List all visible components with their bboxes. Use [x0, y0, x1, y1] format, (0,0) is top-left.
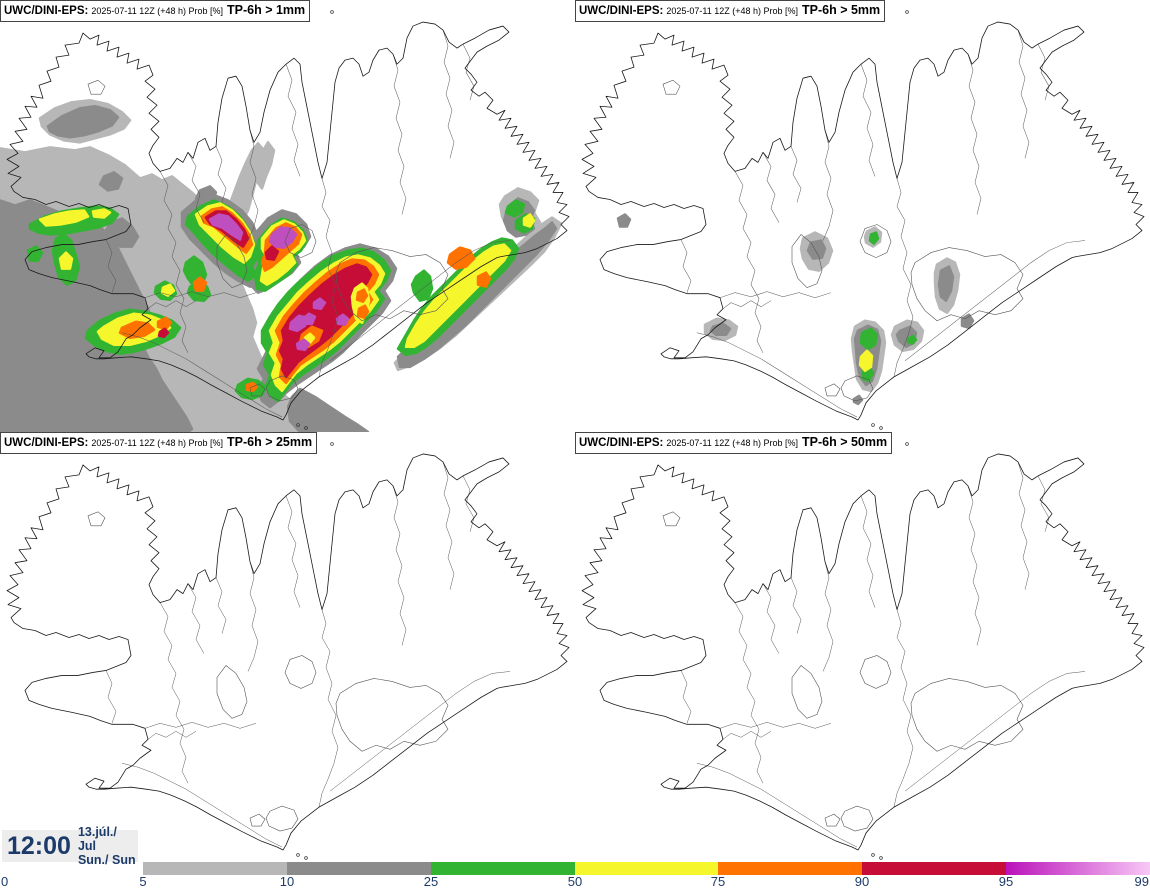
colorbar-tick-75: 75	[710, 874, 726, 889]
colorbar-tick-labels	[0, 874, 1150, 891]
colorbar-tick-0: 0	[1, 874, 9, 889]
panel-tp6h-gt-1mm	[0, 0, 575, 432]
panel-tp6h-gt-25mm	[0, 432, 575, 862]
probability-field	[618, 214, 973, 403]
panel-title-50mm	[575, 432, 892, 454]
colorbar-tick-10: 10	[279, 874, 295, 889]
run-label: 2025-07-11 12Z (+48 h) Prob [%]	[91, 438, 224, 448]
valid-day-label: Sun./ Sun	[77, 853, 136, 867]
panel-title-1mm	[0, 0, 310, 22]
colorbar-tick-95: 95	[998, 874, 1014, 889]
threshold-label: TP-6h > 5mm	[802, 3, 881, 17]
panel-tp6h-gt-5mm	[575, 0, 1150, 432]
run-label: 2025-07-11 12Z (+48 h) Prob [%]	[666, 438, 799, 448]
iceland-map-1mm	[0, 0, 575, 432]
iceland-map-5mm	[575, 0, 1150, 432]
panel-title-25mm	[0, 432, 317, 454]
panel-title-5mm	[575, 0, 885, 22]
model-label: UWC/DINI-EPS:	[4, 5, 89, 17]
threshold-label: TP-6h > 50mm	[802, 435, 888, 449]
model-label: UWC/DINI-EPS:	[579, 5, 664, 17]
valid-time-date	[78, 825, 138, 867]
valid-date-label: 13.júl./ Jul	[77, 825, 117, 853]
run-label: 2025-07-11 12Z (+48 h) Prob [%]	[666, 6, 799, 16]
probability-field	[0, 100, 561, 432]
iceland-map-25mm	[0, 432, 575, 862]
colorbar-tick-25: 25	[423, 874, 439, 889]
panel-tp6h-gt-50mm	[575, 432, 1150, 862]
valid-time-box	[2, 825, 138, 867]
model-label: UWC/DINI-EPS:	[4, 437, 89, 449]
run-label: 2025-07-11 12Z (+48 h) Prob [%]	[91, 6, 224, 16]
threshold-label: TP-6h > 25mm	[227, 435, 313, 449]
model-label: UWC/DINI-EPS:	[579, 437, 664, 449]
colorbar-tick-99: 99	[1134, 874, 1149, 889]
threshold-label: TP-6h > 1mm	[227, 3, 306, 17]
colorbar-tick-50: 50	[567, 874, 583, 889]
colorbar-tick-90: 90	[854, 874, 870, 889]
colorbar-tick-5: 5	[139, 874, 147, 889]
iceland-map-50mm	[575, 432, 1150, 862]
valid-time-clock: 12:00	[7, 831, 71, 860]
